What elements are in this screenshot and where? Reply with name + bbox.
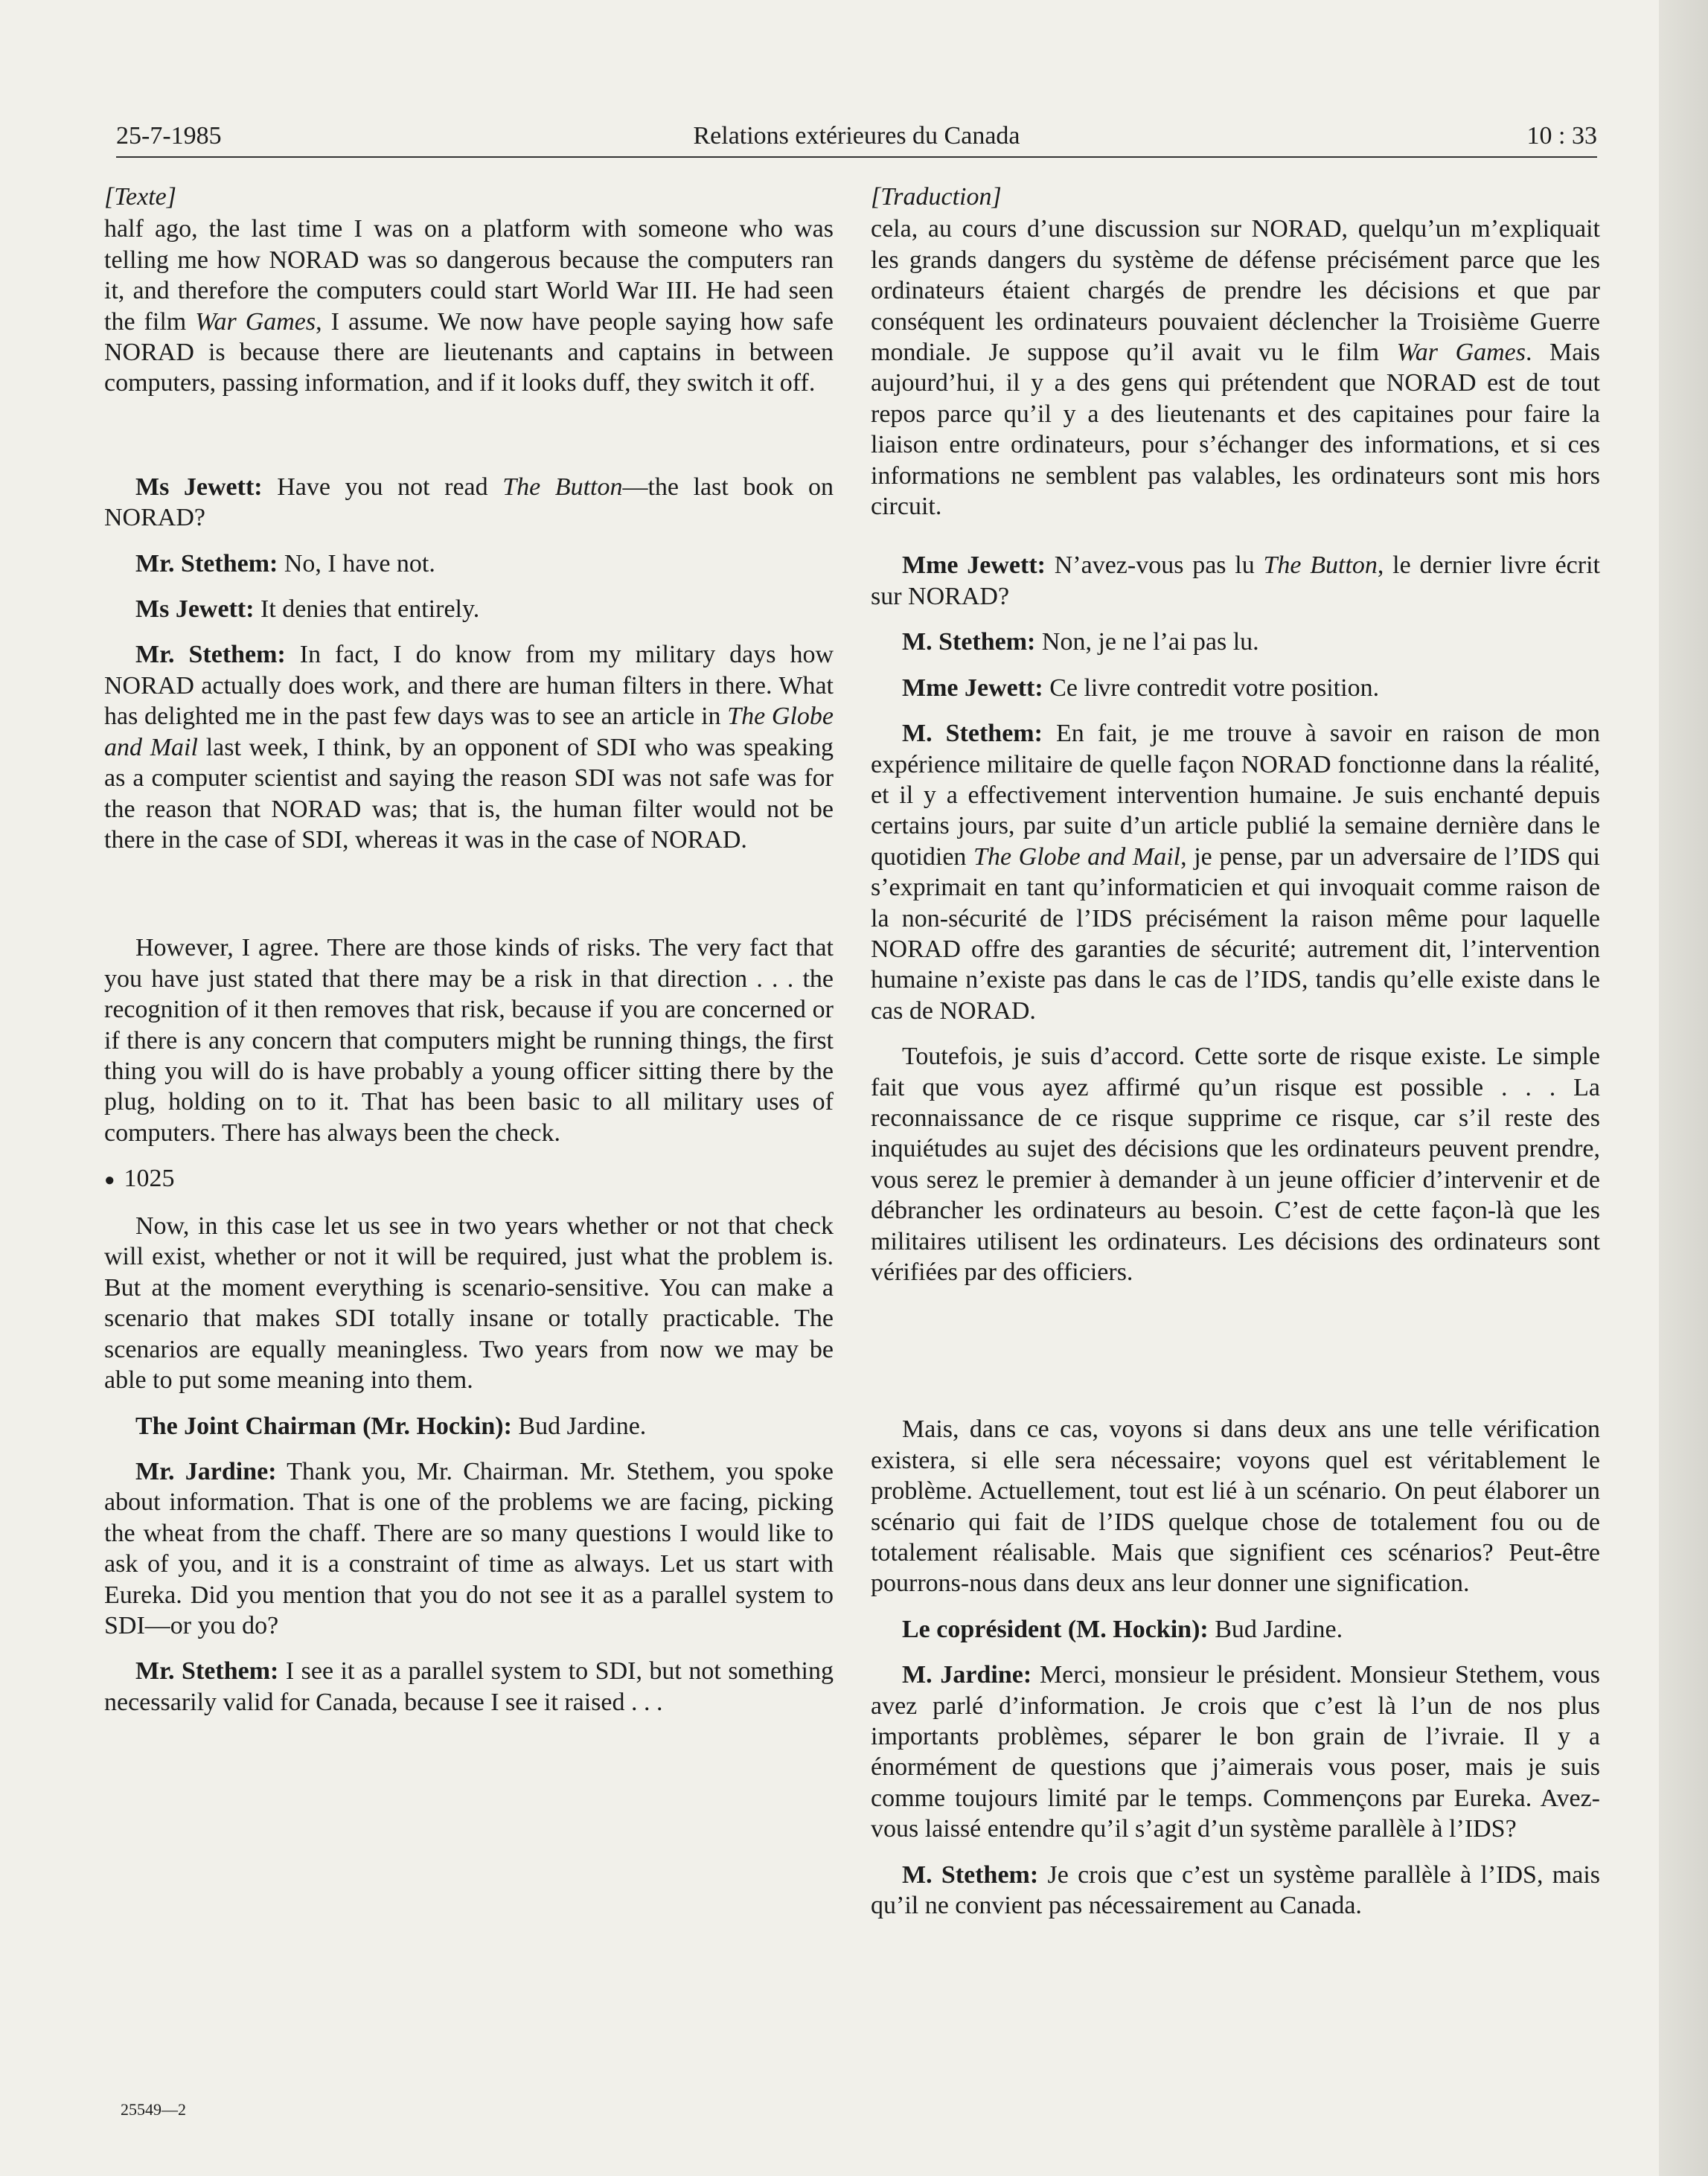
paragraph: Mme Jewett: Ce livre contredit votre position.	[902, 673, 1380, 702]
print-code: 25549—2	[121, 2100, 186, 2119]
paragraph: M. Stethem: Je crois que c’est un système parallèle à l’IDS, mais qu’il ne convient pas nécessairement au Canada.	[871, 1860, 1600, 1920]
speaker-name: M. Stethem:	[902, 720, 1043, 748]
paragraph: Now, in this case let us see in two years whether or not that check will exist, whether or not it will be required, just what the problem is. But at the moment everything is scenario-sensitive. You can make a scenario that makes SDI totally insane or totally practicable. The scenarios are equally meaningless. Two years from now we may be able to put some meaning into them.	[104, 1212, 834, 1395]
running-header	[116, 118, 1597, 158]
speaker-name: Mme Jewett:	[902, 551, 1046, 580]
paragraph: Mais, dans ce cas, voyons si dans deux ans une telle vérification existera, si elle sera nécessaire; voyons quel est véritablement le problème. Actuellement, tout est lié à un scénario. On peut élaborer un scénario qui fait de l’IDS quelque chose de totalement fou ou de totalement réalisable. Mais que signifient ces scénarios? Peut-être pourrons-nous dans deux ans leur donner une signification.	[871, 1415, 1600, 1598]
english-column	[104, 182, 834, 1732]
paragraph: half ago, the last time I was on a platform with someone who was telling me how NORAD was so dangerous because the computers ran it, and therefore the computers could start World War III. He had seen the film War Games, I assume. We now have people saying how safe NORAD is because there are lieutenants and captains in between computers, passing information, and if it looks duff, they switch it off.	[104, 215, 834, 397]
speaker-name: M. Jardine:	[902, 1661, 1032, 1689]
newspaper-title: The Globe and Mail	[104, 703, 834, 761]
paragraph: Mme Jewett: N’avez-vous pas lu The Button, le dernier livre écrit sur NORAD?	[871, 551, 1600, 610]
column-label-traduction: [Traduction]	[871, 183, 1002, 211]
speaker-name: M. Stethem:	[902, 628, 1036, 656]
speaker-name: The Joint Chairman (Mr. Hockin):	[135, 1412, 512, 1440]
speaker-name: Ms Jewett:	[135, 473, 263, 501]
bullet-icon: ●	[104, 1170, 115, 1190]
header-journal-title: Relations extérieures du Canada	[693, 122, 1020, 150]
header-page-number: 10 : 33	[1526, 122, 1597, 150]
paragraph: Mr. Stethem: No, I have not.	[135, 549, 435, 577]
paragraph: cela, au cours d’une discussion sur NORAD, quelqu’un m’expliquait les grands dangers du système de défense précisément parce que les ordinateurs étaient chargés de prendre les décisions et que par conséquent les ordinateurs pouvaient déclencher la Troisième Guerre mondiale. Je suppose qu’il avait vu le film War Games. Mais aujourd’hui, il y a des gens qui prétendent que NORAD est de tout repos parce qu’il y a des lieutenants et des capitaines pour faire la liaison entre ordinateurs, pour s’échanger des informations, et si ces informations ne semblent pas valables, les ordinateurs sont mis hors circuit.	[871, 215, 1600, 521]
paragraph: M. Stethem: En fait, je me trouve à savoir en raison de mon expérience militaire de quelle façon NORAD fonctionne dans la réalité, et il y a effectivement intervention humaine. Je suis enchanté depuis certains jours, par suite d’un article publié la semaine dernière dans le quotidien The Globe and Mail, je pense, par un adversaire de l’IDS qui s’exprimait en tant qu’informaticien et qui invoquait comme raison de la non-sécurité de l’IDS précisément la raison même pour laquelle NORAD offre des garanties de sécurité; autrement dit, l’intervention humaine n’existe pas dans le cas de l’IDS, tandis qu’elle existe dans le cas de NORAD.	[871, 720, 1601, 1025]
paragraph: M. Stethem: Non, je ne l’ai pas lu.	[902, 628, 1259, 656]
speaker-name: Mr. Jardine:	[135, 1457, 277, 1485]
speaker-name: Mme Jewett:	[902, 673, 1043, 702]
book-title: The Button	[1263, 551, 1378, 580]
film-title: War Games	[195, 307, 316, 336]
book-title: The Button	[502, 473, 623, 501]
speaker-name: Mr. Stethem:	[135, 549, 278, 577]
column-label-texte: [Texte]	[104, 183, 176, 211]
french-column	[871, 182, 1600, 1936]
speaker-name: M. Stethem:	[902, 1860, 1039, 1889]
paragraph: Mr. Stethem: In fact, I do know from my military days how NORAD actually does work, and there are human filters in there. What has delighted me in the past few days was to see an article in The Globe and Mail last week, I think, by an opponent of SDI who was speaking as a computer scientist and saying the reason SDI was not safe was for the reason that NORAD was; that is, the human filter would not be there in the case of SDI, whereas it was in the case of NORAD.	[104, 641, 834, 854]
paragraph: Mr. Stethem: I see it as a parallel system to SDI, but not something necessarily valid for Canada, because I see it raised . . .	[104, 1657, 834, 1716]
time-marker: ● 1025	[104, 1165, 175, 1193]
paragraph: M. Jardine: Merci, monsieur le président. Monsieur Stethem, vous avez parlé d’information. Je crois que c’est là l’un de nos plus importants problèmes, séparer le bon grain de l’ivraie. Il y a énormément de questions que j’aimerais vous poser, mais je suis comme toujours limité par le temps. Commençons par Eureka. Avez-vous laissé entendre qu’il s’agit d’un système parallèle à l’IDS?	[871, 1661, 1601, 1843]
film-title: War Games	[1396, 339, 1526, 367]
paragraph: Le coprésident (M. Hockin): Bud Jardine.	[902, 1615, 1343, 1643]
paragraph: The Joint Chairman (Mr. Hockin): Bud Jardine.	[135, 1412, 647, 1440]
page-edge-shadow	[1659, 0, 1708, 2176]
speaker-name: Ms Jewett:	[135, 595, 255, 624]
speaker-name: Mr. Stethem:	[135, 641, 286, 669]
paragraph: Mr. Jardine: Thank you, Mr. Chairman. Mr. Stethem, you spoke about information. That is one of the problems we are facing, picking the wheat from the chaff. There are so many questions I would like to ask of you, and it is a constraint of time as always. Let us start with Eureka. Did you mention that you do not see it as a parallel system to SDI—or you do?	[104, 1457, 834, 1639]
header-date: 25-7-1985	[116, 122, 222, 150]
paragraph: Ms Jewett: It denies that entirely.	[135, 595, 480, 624]
paragraph: Ms Jewett: Have you not read The Button—the last book on NORAD?	[104, 473, 834, 532]
newspaper-title: The Globe and Mail	[973, 842, 1181, 871]
speaker-name: Mr. Stethem:	[135, 1657, 279, 1686]
paragraph: Toutefois, je suis d’accord. Cette sorte de risque existe. Le simple fait que vous ayez affirmé qu’un risque est possible . . . La reconnaissance de ce risque supprime ce risque, car s’il reste des inquiétudes au sujet des décisions que les ordinateurs peuvent prendre, vous serez le premier à demander à un jeune officier d’intervenir et de débrancher les ordinateurs au besoin. C’est de cette façon-là que les militaires utilisent les ordinateurs. Les décisions des ordinateurs sont vérifiées par des officiers.	[871, 1043, 1600, 1286]
speaker-name: Le coprésident (M. Hockin):	[902, 1615, 1209, 1643]
paragraph: However, I agree. There are those kinds of risks. The very fact that you have just stated that there may be a risk in that direction . . . the recognition of it then removes that risk, because if you are concerned or if there is any concern that computers might be running things, the first thing you will do is have probably a young officer sitting there by the plug, holding on to it. That has been basic to all military uses of computers. There has always been the check.	[104, 934, 834, 1147]
